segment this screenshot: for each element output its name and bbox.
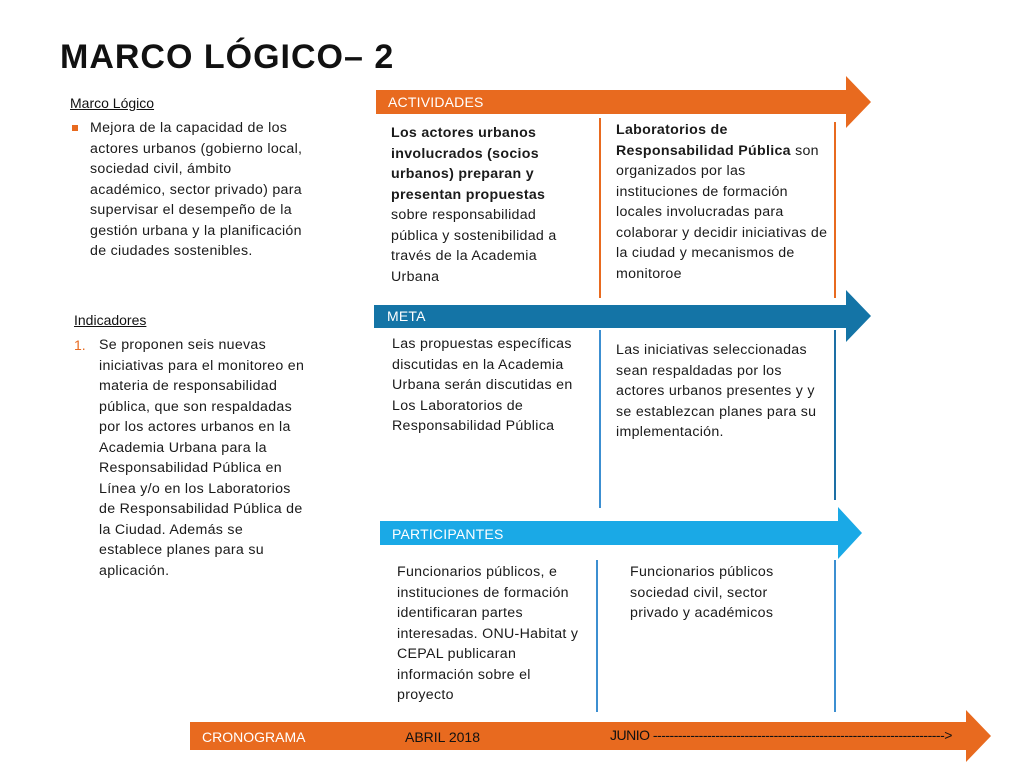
actividades-divider-mid [599, 118, 601, 298]
cronograma-date-abril: ABRIL 2018 [405, 729, 480, 745]
meta-col1: Las propuestas específicas discutidas en la Academia Urbana serán discutidas en Los Laboratorios de Responsabilidad Pública [392, 336, 573, 434]
meta-divider-right [834, 330, 836, 500]
actividades-label: ACTIVIDADES [388, 94, 484, 110]
square-bullet-icon [72, 125, 78, 131]
slide-title: MARCO LÓGICO– 2 [60, 38, 395, 76]
indicadores-heading: Indicadores [74, 312, 147, 328]
meta-col2: Las iniciativas seleccionadas sean respaldadas por los actores urbanos presentes y y se establezcan planes para su implementación. [616, 342, 817, 440]
actividades-col2-bold: Laboratorios de Responsabilidad Pública [616, 122, 791, 159]
actividades-divider-right [834, 122, 836, 298]
marco-logico-heading: Marco Lógico [70, 95, 155, 111]
cronograma-date-junio: JUNIO ----------------------------------------------------------------------> [610, 727, 952, 743]
meta-divider-mid [599, 330, 601, 508]
actividades-col1-bold: Los actores urbanos involucrados (socios urbanos) preparan y presentan propuestas [391, 125, 546, 203]
actividades-col2-rest: son organizados por las instituciones de formación locales involucradas para colaborar y decidir iniciativas de la ciudad y mecanismos de monitoroe [616, 142, 828, 282]
actividades-col1 [391, 123, 586, 287]
actividades-col2 [616, 120, 831, 284]
participantes-divider-mid [596, 560, 598, 712]
participantes-col1: Funcionarios públicos, e instituciones de formación identificaran partes interesadas. ONU-Habitat y CEPAL publicaran información sobre el proyecto [397, 564, 579, 703]
marco-logico-text: Mejora de la capacidad de los actores urbanos (gobierno local, sociedad civil, ámbito académico, sector privado) para supervisar el desempeño de la gestión urbana y la planificación de ciudades sostenibles. [90, 120, 303, 259]
participantes-divider-right [834, 560, 836, 712]
actividades-col1-rest: sobre responsabilidad pública y sostenibilidad a través de la Academia Urbana [391, 207, 557, 285]
participantes-col2: Funcionarios públicos sociedad civil, sector privado y académicos [630, 564, 774, 621]
indicador-text: Se proponen seis nuevas iniciativas para el monitoreo en materia de responsabilidad pública, que son respaldadas por los actores urbanos en la Academia Urbana para la Responsabilidad Pública en Línea y/o en los Laboratorios de Responsabilidad Pública de la Ciudad. Además se establece planes para su aplicación. [99, 337, 305, 579]
cronograma-label: CRONOGRAMA [202, 729, 306, 745]
participantes-label: PARTICIPANTES [392, 526, 504, 542]
meta-label: META [387, 308, 426, 324]
indicador-number: 1. [74, 337, 86, 353]
